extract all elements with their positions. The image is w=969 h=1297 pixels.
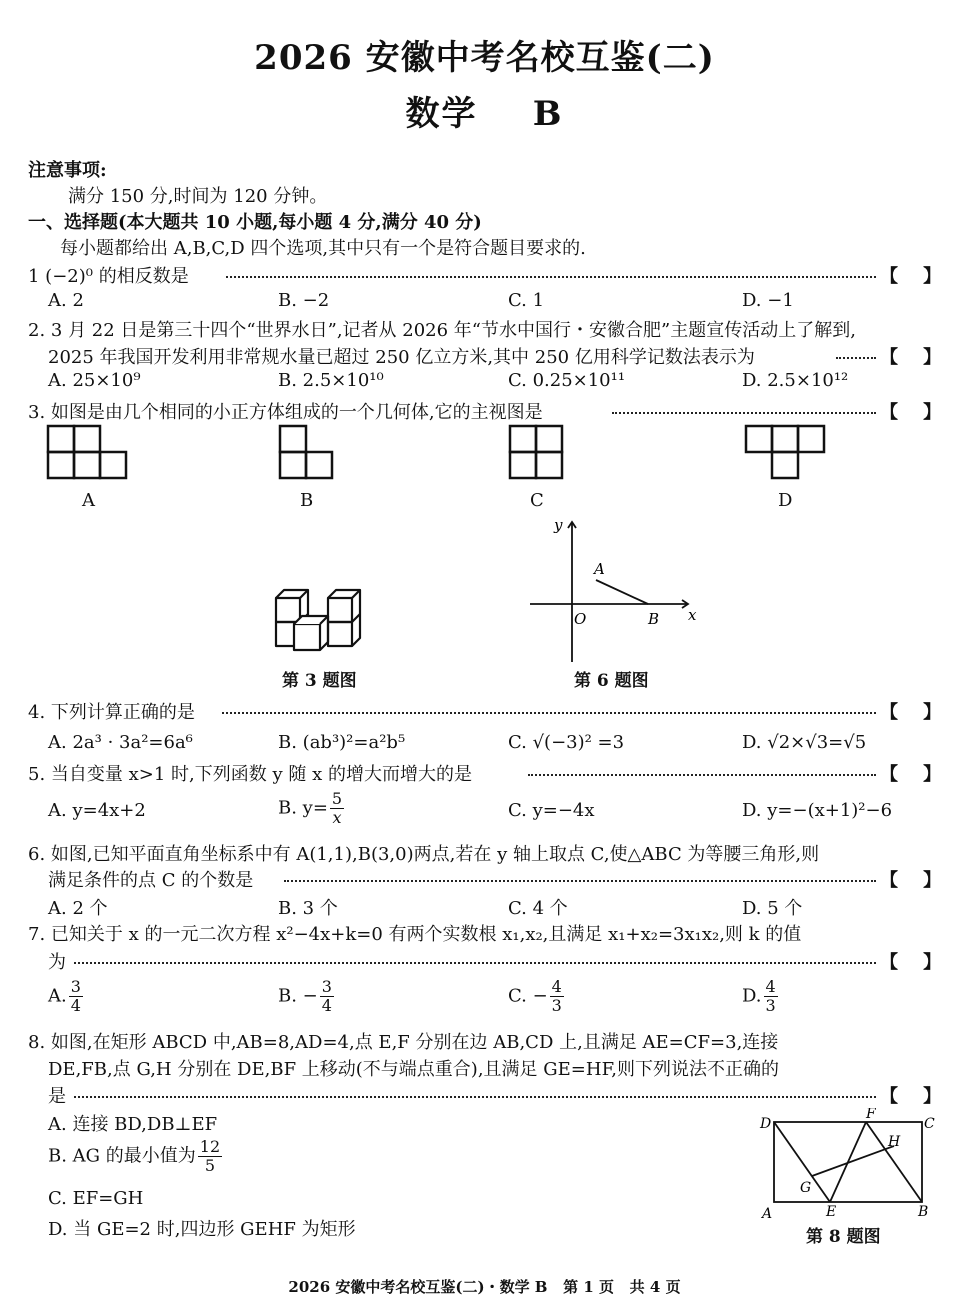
q8-stem-line3: 是	[48, 1086, 66, 1107]
q3-option-b-label: B	[300, 490, 314, 511]
q1-option-d: D. −1	[742, 290, 794, 311]
q7-option-b	[278, 978, 336, 1015]
q3-figure-caption: 第 3 题图	[282, 671, 357, 691]
q5-stem: 5. 当自变量 x>1 时,下列函数 y 随 x 的增大而增大的是	[28, 764, 472, 785]
q7-option-a-denominator: 4	[70, 996, 81, 1015]
q6-x-axis-label: x	[688, 606, 697, 624]
q7-option-a-fraction	[69, 978, 83, 1015]
q8-leader	[74, 1096, 876, 1098]
q7-stem-line1: 7. 已知关于 x 的一元二次方程 x²−4x+k=0 有两个实数根 x₁,x₂,且满足 x₁+x₂=3x₁x₂,则 k 的值	[28, 924, 802, 945]
q8-option-b-prefix: B. AG 的最小值为	[48, 1145, 196, 1167]
q6-answer-bracket: 【 】	[880, 870, 942, 891]
q5-option-b-fraction	[330, 790, 344, 827]
q7-option-d-denominator: 3	[765, 996, 776, 1015]
q7-option-b-numerator: 3	[321, 977, 332, 996]
q7-option-d	[742, 978, 780, 1015]
q4-stem: 4. 下列计算正确的是	[28, 702, 195, 723]
q2-stem-line1: 2. 3 月 22 日是第三十四个“世界水日”,记者从 2026 年“节水中国行・安徽合肥”主题宣传活动上了解到,	[28, 320, 856, 341]
q2-option-d: D. 2.5×10¹²	[742, 370, 849, 391]
q6-point-b-label: B	[648, 610, 660, 628]
q6-stem-line2: 满足条件的点 C 的个数是	[48, 870, 254, 891]
q3-stem: 3. 如图是由几个相同的小正方体组成的一个几何体,它的主视图是	[28, 402, 543, 423]
q3-option-c-view	[508, 424, 566, 480]
q1-stem: 1 (−2)⁰ 的相反数是	[28, 266, 189, 287]
q4-leader	[222, 712, 876, 714]
q5-answer-bracket: 【 】	[880, 764, 942, 785]
q7-option-c-denominator: 3	[551, 996, 562, 1015]
q7-option-d-fraction	[764, 978, 778, 1015]
notes-text: 满分 150 分,时间为 120 分钟。	[68, 186, 328, 207]
page-title: 2026 安徽中考名校互鉴(二)	[254, 38, 715, 78]
q8-figure-rectangle	[756, 1108, 940, 1220]
q6-figure-caption: 第 6 题图	[574, 671, 649, 691]
q8-point-f-label: F	[866, 1108, 876, 1122]
notes-heading: 注意事项:	[28, 160, 107, 181]
q1-answer-bracket: 【 】	[880, 266, 942, 287]
q1-option-c: C. 1	[508, 290, 545, 311]
q6-leader	[284, 880, 876, 882]
q3-option-d-label: D	[778, 490, 793, 511]
section1-instruction: 每小题都给出 A,B,C,D 四个选项,其中只有一个是符合题目要求的.	[60, 238, 586, 259]
q7-option-d-prefix: D.	[742, 985, 762, 1007]
q5-option-b-denominator: x	[332, 808, 342, 827]
q6-option-c: C. 4 个	[508, 898, 568, 919]
q3-option-a-view	[46, 424, 130, 480]
q3-answer-bracket: 【 】	[880, 402, 942, 423]
q6-option-a: A. 2 个	[48, 898, 108, 919]
q7-option-c-fraction	[550, 978, 564, 1015]
q3-option-a-label: A	[82, 490, 95, 511]
q8-option-b	[48, 1138, 224, 1175]
q8-figure-caption: 第 8 题图	[806, 1227, 881, 1247]
q1-option-a: A. 2	[48, 290, 84, 311]
q2-option-c: C. 0.25×10¹¹	[508, 370, 626, 391]
q8-stem-line1: 8. 如图,在矩形 ABCD 中,AB=8,AD=4,点 E,F 分别在边 AB,CD 上,且满足 AE=CF=3,连接	[28, 1032, 779, 1053]
q6-stem-line1: 6. 如图,已知平面直角坐标系中有 A(1,1),B(3,0)两点,若在 y 轴上取点 C,使△ABC 为等腰三角形,则	[28, 844, 820, 865]
q7-answer-bracket: 【 】	[880, 952, 942, 973]
q7-option-c-numerator: 4	[551, 977, 562, 996]
q5-option-d: D. y=−(x+1)²−6	[742, 800, 893, 821]
q7-option-b-prefix: B. −	[278, 985, 318, 1007]
q2-leader	[836, 357, 876, 359]
q4-option-d: D. √2×√3=√5	[742, 732, 867, 753]
page-subtitle: 数学 B	[405, 94, 564, 134]
q2-answer-bracket: 【 】	[880, 347, 942, 368]
q7-stem-line2: 为	[48, 952, 66, 973]
q7-option-b-denominator: 4	[321, 996, 332, 1015]
q8-option-b-fraction	[198, 1138, 222, 1175]
q8-option-d: D. 当 GE=2 时,四边形 GEHF 为矩形	[48, 1219, 356, 1240]
q8-point-e-label: E	[826, 1204, 837, 1220]
q7-option-a-prefix: A.	[48, 985, 67, 1007]
q4-option-a: A. 2a³ · 3a²=6a⁶	[48, 732, 193, 753]
q3-option-d-view	[744, 424, 828, 480]
q6-figure-coordinates	[530, 516, 700, 662]
q1-leader	[226, 276, 876, 278]
q3-leader	[612, 412, 876, 414]
q8-option-b-numerator: 12	[199, 1137, 221, 1156]
q4-option-c: C. √(−3)² =3	[508, 732, 625, 753]
q5-option-b-prefix: B. y=	[278, 797, 328, 819]
q7-option-b-fraction	[320, 978, 334, 1015]
q8-point-h-label: H	[888, 1134, 901, 1150]
q6-option-d: D. 5 个	[742, 898, 803, 919]
q5-option-b	[278, 790, 346, 827]
q2-option-a: A. 25×10⁹	[48, 370, 141, 391]
q6-point-a-label: A	[594, 560, 605, 578]
q8-answer-bracket: 【 】	[880, 1086, 942, 1107]
q6-y-axis-label: y	[554, 516, 563, 534]
q8-point-a-label: A	[762, 1206, 773, 1220]
q2-stem-line2: 2025 年我国开发利用非常规水量已超过 250 亿立方米,其中 250 亿用科学记数法表示为	[48, 347, 755, 368]
q2-option-b: B. 2.5×10¹⁰	[278, 370, 384, 391]
q6-origin-label: O	[574, 610, 587, 628]
q5-option-a: A. y=4x+2	[48, 800, 146, 821]
q7-option-d-numerator: 4	[765, 977, 776, 996]
q7-leader	[74, 962, 876, 964]
q7-option-c	[508, 978, 566, 1015]
q7-option-c-prefix: C. −	[508, 985, 548, 1007]
q8-option-b-denominator: 5	[204, 1156, 216, 1175]
q5-option-c: C. y=−4x	[508, 800, 595, 821]
page-footer: 2026 安徽中考名校互鉴(二)・数学 B 第 1 页 共 4 页	[288, 1278, 681, 1296]
q3-option-c-label: C	[530, 490, 544, 511]
section1-heading: 一、选择题(本大题共 10 小题,每小题 4 分,满分 40 分)	[28, 212, 482, 233]
q5-leader	[528, 774, 876, 776]
q7-option-a	[48, 978, 85, 1015]
q4-answer-bracket: 【 】	[880, 702, 942, 723]
q5-option-b-numerator: 5	[331, 789, 343, 808]
q4-option-b: B. (ab³)²=a²b⁵	[278, 732, 406, 753]
q3-option-b-view	[278, 424, 336, 480]
q6-option-b: B. 3 个	[278, 898, 338, 919]
q7-option-a-numerator: 3	[70, 977, 81, 996]
q8-point-c-label: C	[924, 1116, 935, 1132]
q8-stem-line2: DE,FB,点 G,H 分别在 DE,BF 上移动(不与端点重合),且满足 GE=HF,则下列说法不正确的	[48, 1059, 779, 1080]
q1-option-b: B. −2	[278, 290, 330, 311]
q8-option-a: A. 连接 BD,DB⊥EF	[48, 1114, 218, 1135]
q8-point-g-label: G	[800, 1180, 812, 1196]
q8-point-d-label: D	[760, 1116, 772, 1132]
q8-option-c: C. EF=GH	[48, 1188, 144, 1209]
q3-figure-cubes	[270, 578, 380, 656]
q8-point-b-label: B	[918, 1204, 929, 1220]
